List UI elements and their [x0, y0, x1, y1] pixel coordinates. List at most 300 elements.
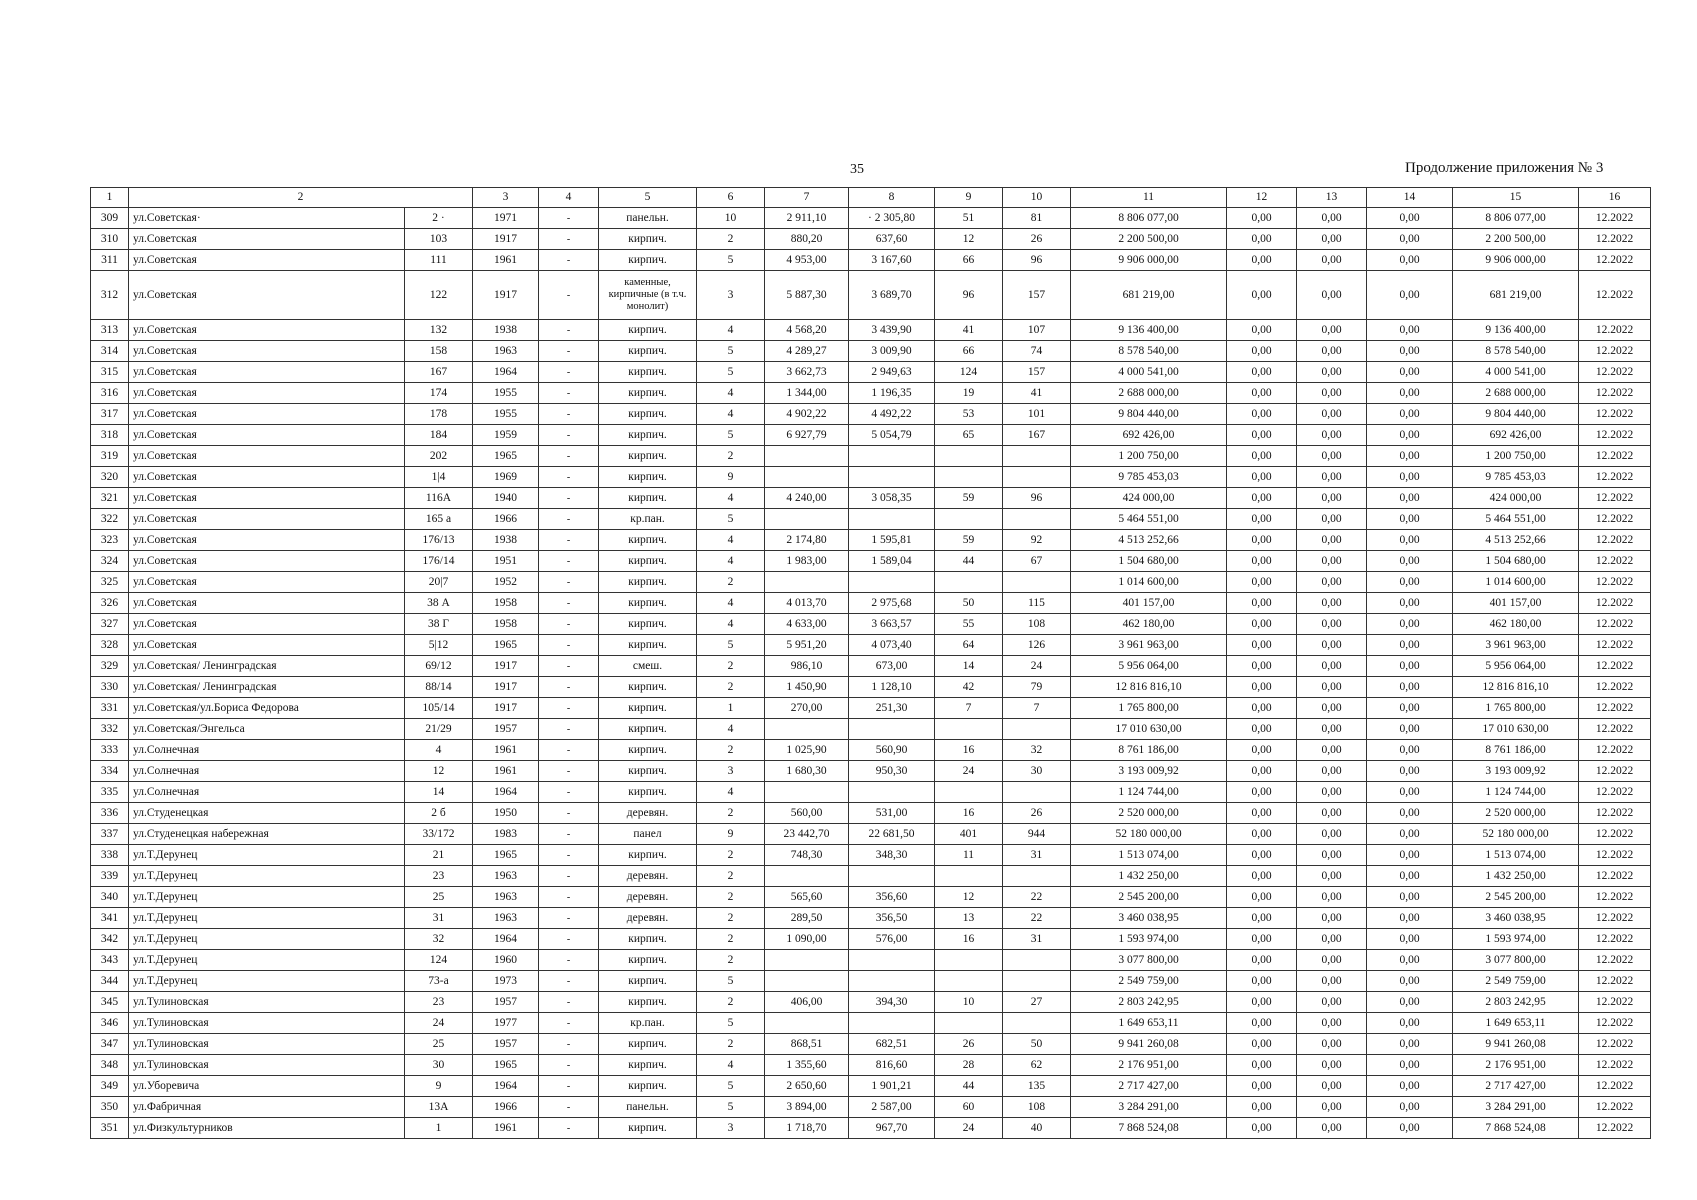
wall-material: кирпич.	[599, 845, 697, 866]
column-9-value	[935, 509, 1003, 530]
column-4-value: -	[539, 992, 599, 1013]
column-9-value: 65	[935, 425, 1003, 446]
column-header: 11	[1071, 188, 1227, 208]
total-area: 406,00	[765, 992, 849, 1013]
house-number: 4	[405, 740, 473, 761]
floor-count: 2	[697, 803, 765, 824]
column-13-value: 0,00	[1297, 845, 1367, 866]
column-9-value: 13	[935, 908, 1003, 929]
column-15-value: 7 868 524,08	[1453, 1118, 1579, 1139]
build-year: 1955	[473, 404, 539, 425]
column-10-value: 22	[1003, 908, 1071, 929]
column-header: 4	[539, 188, 599, 208]
column-10-value: 30	[1003, 761, 1071, 782]
column-4-value: -	[539, 1118, 599, 1139]
street-name: ул.Советская/Энгельса	[129, 719, 405, 740]
column-4-value: -	[539, 971, 599, 992]
total-area: 3 894,00	[765, 1097, 849, 1118]
column-4-value: -	[539, 698, 599, 719]
floor-count: 3	[697, 271, 765, 320]
street-name: ул.Т.Дерунец	[129, 971, 405, 992]
column-10-value: 167	[1003, 425, 1071, 446]
column-14-value: 0,00	[1367, 698, 1453, 719]
wall-material: кирпич.	[599, 1055, 697, 1076]
column-13-value: 0,00	[1297, 908, 1367, 929]
column-9-value: 28	[935, 1055, 1003, 1076]
row-number: 350	[91, 1097, 129, 1118]
column-10-value: 107	[1003, 320, 1071, 341]
column-4-value: -	[539, 719, 599, 740]
floor-count: 10	[697, 208, 765, 229]
build-year: 1964	[473, 362, 539, 383]
living-area: 4 073,40	[849, 635, 935, 656]
house-number: 33/172	[405, 824, 473, 845]
column-13-value: 0,00	[1297, 1034, 1367, 1055]
wall-material: панельн.	[599, 208, 697, 229]
total-cost: 8 578 540,00	[1071, 341, 1227, 362]
floor-count: 2	[697, 866, 765, 887]
column-header: 14	[1367, 188, 1453, 208]
street-name: ул.Советская	[129, 614, 405, 635]
living-area	[849, 1013, 935, 1034]
column-14-value: 0,00	[1367, 1076, 1453, 1097]
column-12-value: 0,00	[1227, 614, 1297, 635]
column-4-value: -	[539, 446, 599, 467]
column-10-value: 944	[1003, 824, 1071, 845]
column-10-value	[1003, 950, 1071, 971]
column-4-value: -	[539, 845, 599, 866]
column-14-value: 0,00	[1367, 719, 1453, 740]
column-14-value: 0,00	[1367, 677, 1453, 698]
street-name: ул.Советская	[129, 446, 405, 467]
total-area: 4 240,00	[765, 488, 849, 509]
column-14-value: 0,00	[1367, 929, 1453, 950]
table-row	[91, 404, 1651, 425]
wall-material: кирпич.	[599, 488, 697, 509]
column-9-value: 42	[935, 677, 1003, 698]
column-10-value: 157	[1003, 362, 1071, 383]
street-name: ул.Солнечная	[129, 761, 405, 782]
build-year: 1963	[473, 908, 539, 929]
total-cost: 9 785 453,03	[1071, 467, 1227, 488]
floor-count: 2	[697, 740, 765, 761]
total-cost: 3 284 291,00	[1071, 1097, 1227, 1118]
column-12-value: 0,00	[1227, 593, 1297, 614]
column-15-value: 1 649 653,11	[1453, 1013, 1579, 1034]
street-name: ул.Советская	[129, 488, 405, 509]
column-14-value: 0,00	[1367, 250, 1453, 271]
column-header: 5	[599, 188, 697, 208]
floor-count: 5	[697, 1097, 765, 1118]
table-body	[91, 208, 1651, 1139]
column-15-value: 2 520 000,00	[1453, 803, 1579, 824]
column-13-value: 0,00	[1297, 404, 1367, 425]
row-number: 313	[91, 320, 129, 341]
column-13-value: 0,00	[1297, 761, 1367, 782]
row-number: 349	[91, 1076, 129, 1097]
column-10-value	[1003, 866, 1071, 887]
column-13-value: 0,00	[1297, 341, 1367, 362]
column-4-value: -	[539, 1055, 599, 1076]
column-header: 13	[1297, 188, 1367, 208]
column-12-value: 0,00	[1227, 1055, 1297, 1076]
total-cost: 4 000 541,00	[1071, 362, 1227, 383]
column-12-value: 0,00	[1227, 992, 1297, 1013]
column-15-value: 2 549 759,00	[1453, 971, 1579, 992]
living-area	[849, 467, 935, 488]
build-year: 1971	[473, 208, 539, 229]
living-area: 950,30	[849, 761, 935, 782]
deadline: 12.2022	[1579, 229, 1651, 250]
column-9-value: 16	[935, 803, 1003, 824]
continuation-title: Продолжение приложения № 3	[1405, 160, 1604, 176]
total-area: 880,20	[765, 229, 849, 250]
column-10-value: 26	[1003, 229, 1071, 250]
floor-count: 4	[697, 383, 765, 404]
column-10-value	[1003, 467, 1071, 488]
row-number: 348	[91, 1055, 129, 1076]
house-number: 2 б	[405, 803, 473, 824]
column-10-value: 31	[1003, 845, 1071, 866]
column-15-value: 5 956 064,00	[1453, 656, 1579, 677]
deadline: 12.2022	[1579, 467, 1651, 488]
deadline: 12.2022	[1579, 761, 1651, 782]
build-year: 1959	[473, 425, 539, 446]
house-number: 20|7	[405, 572, 473, 593]
row-number: 334	[91, 761, 129, 782]
living-area: 816,60	[849, 1055, 935, 1076]
column-header: 2	[129, 188, 473, 208]
street-name: ул.Советская	[129, 341, 405, 362]
column-4-value: -	[539, 383, 599, 404]
total-area: 4 013,70	[765, 593, 849, 614]
wall-material: кирпич.	[599, 467, 697, 488]
column-12-value: 0,00	[1227, 320, 1297, 341]
deadline: 12.2022	[1579, 341, 1651, 362]
column-4-value: -	[539, 404, 599, 425]
table-row	[91, 530, 1651, 551]
column-12-value: 0,00	[1227, 1097, 1297, 1118]
row-number: 328	[91, 635, 129, 656]
house-number: 178	[405, 404, 473, 425]
row-number: 312	[91, 271, 129, 320]
column-9-value: 60	[935, 1097, 1003, 1118]
column-13-value: 0,00	[1297, 467, 1367, 488]
column-12-value: 0,00	[1227, 530, 1297, 551]
table-row	[91, 509, 1651, 530]
column-9-value: 124	[935, 362, 1003, 383]
total-area: 1 025,90	[765, 740, 849, 761]
house-number: 14	[405, 782, 473, 803]
column-4-value: -	[539, 761, 599, 782]
column-4-value: -	[539, 551, 599, 572]
row-number: 314	[91, 341, 129, 362]
table-row	[91, 572, 1651, 593]
build-year: 1960	[473, 950, 539, 971]
floor-count: 5	[697, 1013, 765, 1034]
build-year: 1917	[473, 677, 539, 698]
living-area: 3 167,60	[849, 250, 935, 271]
build-year: 1952	[473, 572, 539, 593]
total-cost: 1 649 653,11	[1071, 1013, 1227, 1034]
total-area: 289,50	[765, 908, 849, 929]
deadline: 12.2022	[1579, 1013, 1651, 1034]
column-15-value: 2 803 242,95	[1453, 992, 1579, 1013]
street-name: ул.Т.Дерунец	[129, 950, 405, 971]
wall-material: кирпич.	[599, 1076, 697, 1097]
floor-count: 5	[697, 250, 765, 271]
deadline: 12.2022	[1579, 1118, 1651, 1139]
column-4-value: -	[539, 341, 599, 362]
deadline: 12.2022	[1579, 824, 1651, 845]
column-4-value: -	[539, 320, 599, 341]
column-10-value: 101	[1003, 404, 1071, 425]
floor-count: 5	[697, 341, 765, 362]
column-14-value: 0,00	[1367, 866, 1453, 887]
column-header: 10	[1003, 188, 1071, 208]
row-number: 339	[91, 866, 129, 887]
total-cost: 424 000,00	[1071, 488, 1227, 509]
column-13-value: 0,00	[1297, 1118, 1367, 1139]
table-row	[91, 803, 1651, 824]
deadline: 12.2022	[1579, 1034, 1651, 1055]
table-row	[91, 341, 1651, 362]
street-name: ул.Советская/ Ленинградская	[129, 656, 405, 677]
column-14-value: 0,00	[1367, 341, 1453, 362]
row-number: 330	[91, 677, 129, 698]
column-12-value: 0,00	[1227, 271, 1297, 320]
deadline: 12.2022	[1579, 698, 1651, 719]
deadline: 12.2022	[1579, 719, 1651, 740]
house-number: 12	[405, 761, 473, 782]
column-10-value	[1003, 782, 1071, 803]
column-10-value	[1003, 509, 1071, 530]
column-15-value: 3 193 009,92	[1453, 761, 1579, 782]
floor-count: 5	[697, 971, 765, 992]
total-cost: 3 460 038,95	[1071, 908, 1227, 929]
floor-count: 4	[697, 614, 765, 635]
row-number: 309	[91, 208, 129, 229]
row-number: 347	[91, 1034, 129, 1055]
living-area	[849, 719, 935, 740]
row-number: 318	[91, 425, 129, 446]
column-10-value: 41	[1003, 383, 1071, 404]
column-4-value: -	[539, 887, 599, 908]
column-13-value: 0,00	[1297, 824, 1367, 845]
column-10-value: 126	[1003, 635, 1071, 656]
total-area: 6 927,79	[765, 425, 849, 446]
floor-count: 3	[697, 1118, 765, 1139]
floor-count: 2	[697, 1034, 765, 1055]
row-number: 322	[91, 509, 129, 530]
living-area: 251,30	[849, 698, 935, 719]
deadline: 12.2022	[1579, 446, 1651, 467]
deadline: 12.2022	[1579, 929, 1651, 950]
housing-table	[90, 187, 1651, 1139]
living-area	[849, 971, 935, 992]
living-area: 1 901,21	[849, 1076, 935, 1097]
street-name: ул.Советская·	[129, 208, 405, 229]
table-row	[91, 488, 1651, 509]
total-area	[765, 572, 849, 593]
house-number: 25	[405, 887, 473, 908]
row-number: 333	[91, 740, 129, 761]
street-name: ул.Т.Дерунец	[129, 866, 405, 887]
column-13-value: 0,00	[1297, 656, 1367, 677]
house-number: 88/14	[405, 677, 473, 698]
column-4-value: -	[539, 866, 599, 887]
column-12-value: 0,00	[1227, 761, 1297, 782]
column-header: 15	[1453, 188, 1579, 208]
build-year: 1938	[473, 320, 539, 341]
column-13-value: 0,00	[1297, 614, 1367, 635]
street-name: ул.Тулиновская	[129, 1034, 405, 1055]
row-number: 345	[91, 992, 129, 1013]
column-9-value: 11	[935, 845, 1003, 866]
column-4-value: -	[539, 740, 599, 761]
column-header: 6	[697, 188, 765, 208]
house-number: 111	[405, 250, 473, 271]
column-15-value: 1 513 074,00	[1453, 845, 1579, 866]
build-year: 1917	[473, 271, 539, 320]
total-cost: 2 803 242,95	[1071, 992, 1227, 1013]
table-row	[91, 1034, 1651, 1055]
build-year: 1964	[473, 782, 539, 803]
column-10-value: 50	[1003, 1034, 1071, 1055]
column-9-value: 10	[935, 992, 1003, 1013]
floor-count: 2	[697, 446, 765, 467]
total-area	[765, 782, 849, 803]
column-9-value: 44	[935, 1076, 1003, 1097]
house-number: 174	[405, 383, 473, 404]
column-10-value: 26	[1003, 803, 1071, 824]
floor-count: 4	[697, 593, 765, 614]
deadline: 12.2022	[1579, 1097, 1651, 1118]
column-15-value: 9 785 453,03	[1453, 467, 1579, 488]
wall-material: кирпич.	[599, 320, 697, 341]
column-13-value: 0,00	[1297, 887, 1367, 908]
table-row	[91, 677, 1651, 698]
build-year: 1965	[473, 446, 539, 467]
street-name: ул.Советская	[129, 383, 405, 404]
house-number: 124	[405, 950, 473, 971]
column-13-value: 0,00	[1297, 1013, 1367, 1034]
wall-material: кирпич.	[599, 1118, 697, 1139]
row-number: 316	[91, 383, 129, 404]
column-15-value: 9 906 000,00	[1453, 250, 1579, 271]
column-14-value: 0,00	[1367, 656, 1453, 677]
street-name: ул.Советская	[129, 509, 405, 530]
row-number: 332	[91, 719, 129, 740]
floor-count: 4	[697, 782, 765, 803]
living-area: 22 681,50	[849, 824, 935, 845]
column-9-value: 19	[935, 383, 1003, 404]
column-9-value	[935, 1013, 1003, 1034]
deadline: 12.2022	[1579, 950, 1651, 971]
column-10-value: 108	[1003, 614, 1071, 635]
floor-count: 2	[697, 908, 765, 929]
build-year: 1966	[473, 1097, 539, 1118]
street-name: ул.Т.Дерунец	[129, 929, 405, 950]
wall-material: деревян.	[599, 866, 697, 887]
column-9-value: 66	[935, 341, 1003, 362]
row-number: 325	[91, 572, 129, 593]
column-header: 16	[1579, 188, 1651, 208]
table-row	[91, 992, 1651, 1013]
house-number: 167	[405, 362, 473, 383]
total-cost: 8 806 077,00	[1071, 208, 1227, 229]
row-number: 337	[91, 824, 129, 845]
column-10-value: 67	[1003, 551, 1071, 572]
column-12-value: 0,00	[1227, 229, 1297, 250]
total-area: 4 633,00	[765, 614, 849, 635]
street-name: ул.Советская	[129, 250, 405, 271]
street-name: ул.Фабричная	[129, 1097, 405, 1118]
deadline: 12.2022	[1579, 530, 1651, 551]
total-cost: 2 549 759,00	[1071, 971, 1227, 992]
total-cost: 5 464 551,00	[1071, 509, 1227, 530]
build-year: 1961	[473, 740, 539, 761]
living-area: 2 949,63	[849, 362, 935, 383]
living-area: 531,00	[849, 803, 935, 824]
column-15-value: 9 804 440,00	[1453, 404, 1579, 425]
wall-material: кирпич.	[599, 530, 697, 551]
column-4-value: -	[539, 614, 599, 635]
row-number: 336	[91, 803, 129, 824]
column-10-value: 74	[1003, 341, 1071, 362]
column-4-value: -	[539, 950, 599, 971]
column-9-value: 50	[935, 593, 1003, 614]
column-15-value: 8 761 186,00	[1453, 740, 1579, 761]
column-14-value: 0,00	[1367, 383, 1453, 404]
build-year: 1961	[473, 1118, 539, 1139]
floor-count: 4	[697, 1055, 765, 1076]
column-13-value: 0,00	[1297, 229, 1367, 250]
total-cost: 7 868 524,08	[1071, 1118, 1227, 1139]
column-13-value: 0,00	[1297, 425, 1367, 446]
house-number: 2 ·	[405, 208, 473, 229]
total-cost: 1 513 074,00	[1071, 845, 1227, 866]
wall-material: кирпич.	[599, 446, 697, 467]
column-14-value: 0,00	[1367, 467, 1453, 488]
table-row	[91, 782, 1651, 803]
build-year: 1969	[473, 467, 539, 488]
column-10-value: 81	[1003, 208, 1071, 229]
living-area: 1 595,81	[849, 530, 935, 551]
house-number: 25	[405, 1034, 473, 1055]
column-15-value: 1 200 750,00	[1453, 446, 1579, 467]
header-row	[91, 188, 1651, 208]
column-15-value: 1 014 600,00	[1453, 572, 1579, 593]
deadline: 12.2022	[1579, 971, 1651, 992]
total-area	[765, 467, 849, 488]
house-number: 158	[405, 341, 473, 362]
table-row	[91, 824, 1651, 845]
column-12-value: 0,00	[1227, 1013, 1297, 1034]
column-15-value: 3 077 800,00	[1453, 950, 1579, 971]
row-number: 338	[91, 845, 129, 866]
street-name: ул.Солнечная	[129, 782, 405, 803]
house-number: 122	[405, 271, 473, 320]
wall-material: кр.пан.	[599, 509, 697, 530]
total-area: 2 174,80	[765, 530, 849, 551]
total-cost: 3 193 009,92	[1071, 761, 1227, 782]
living-area: 637,60	[849, 229, 935, 250]
house-number: 202	[405, 446, 473, 467]
house-number: 132	[405, 320, 473, 341]
column-14-value: 0,00	[1367, 425, 1453, 446]
column-14-value: 0,00	[1367, 761, 1453, 782]
